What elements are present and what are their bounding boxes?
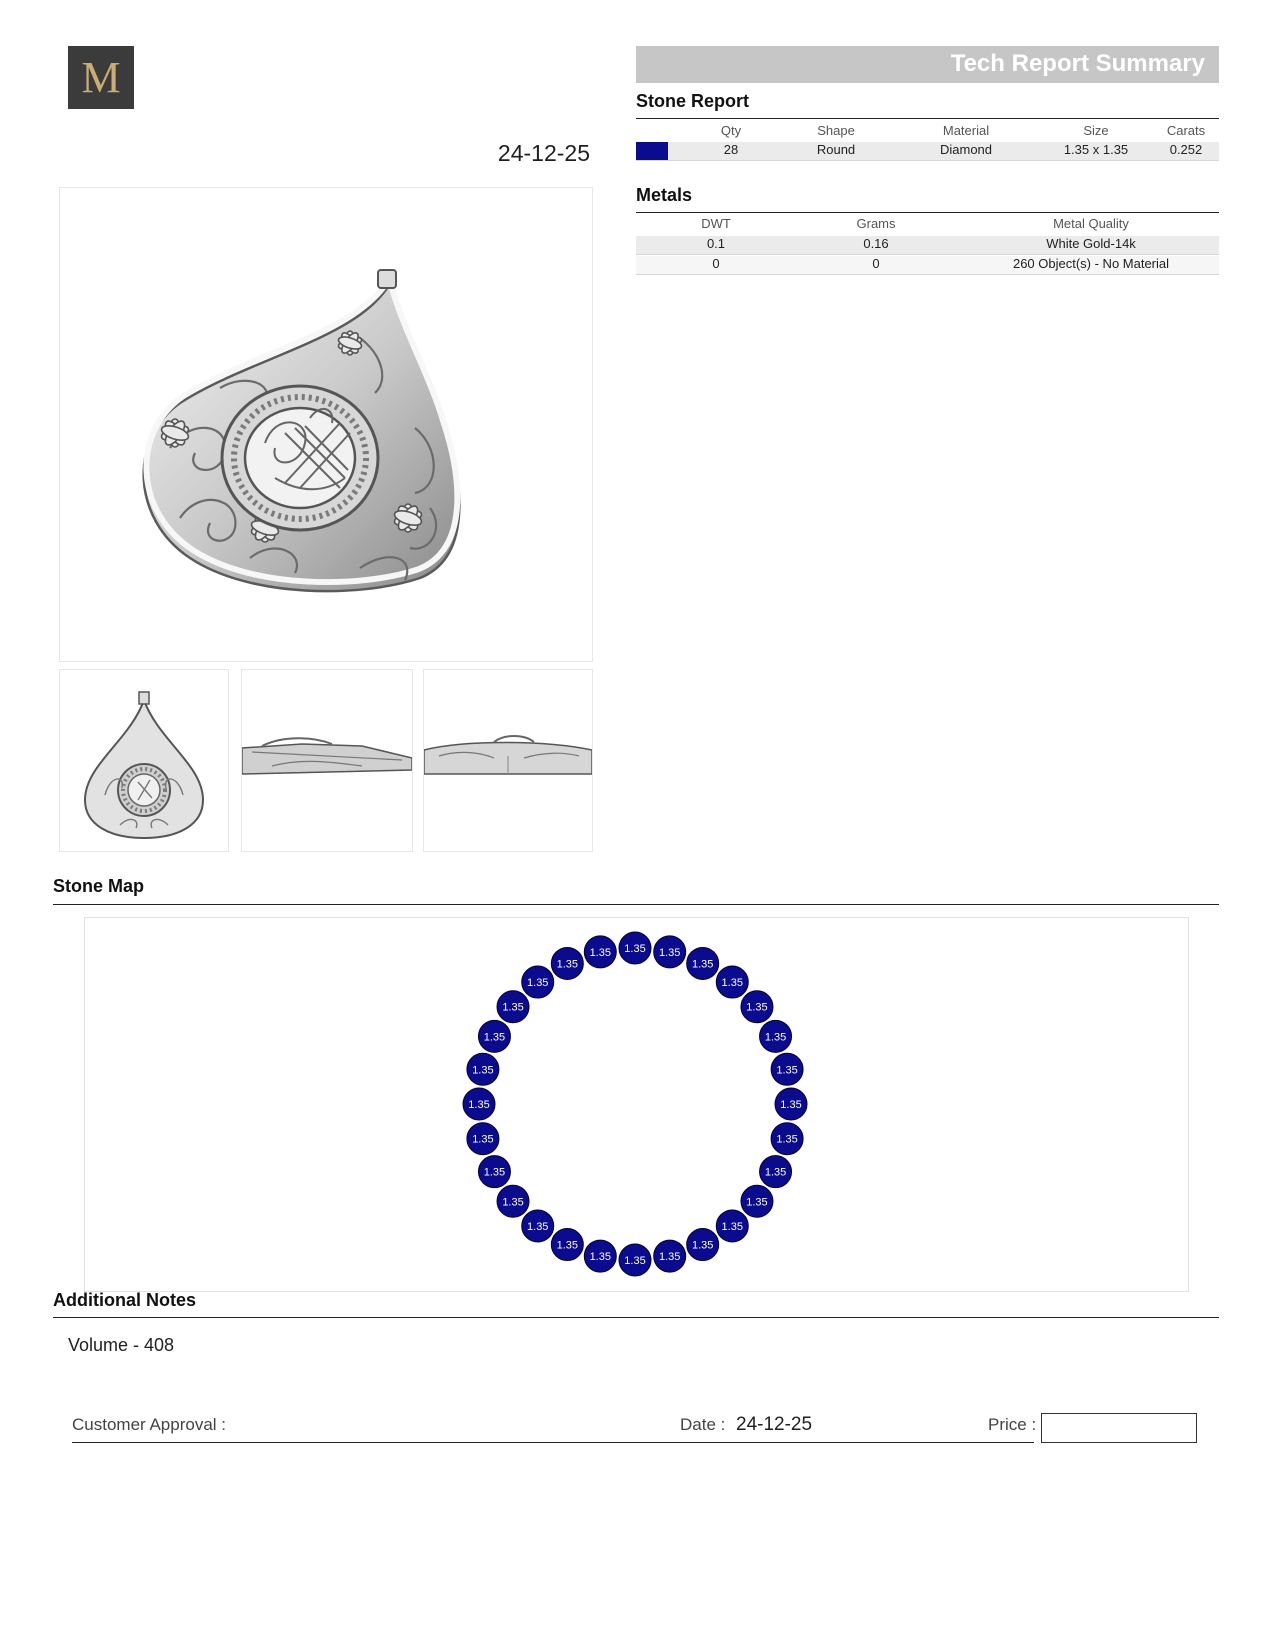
stone-size-label: 1.35: [624, 1255, 646, 1267]
stone-shape: Round: [816, 142, 856, 157]
metal-quality: White Gold-14k: [1046, 236, 1136, 251]
stone-size-label: 1.35: [502, 1196, 524, 1209]
stone-size-label: 1.35: [659, 946, 681, 959]
stone-size-label: 1.35: [502, 1001, 524, 1014]
stone-marker: [760, 1020, 792, 1052]
stone-marker: [551, 1229, 583, 1261]
col-size: Size: [1083, 123, 1109, 138]
stone-marker: [522, 1210, 554, 1242]
approval-date-label: Date :: [680, 1415, 726, 1434]
stone-marker: [584, 936, 616, 968]
stone-report-row: [636, 142, 1219, 161]
stone-size-label: 1.35: [527, 977, 549, 990]
notes-text: Volume - 408: [68, 1335, 175, 1355]
stone-marker: [619, 1244, 651, 1276]
pendant-top-render: [424, 670, 592, 851]
approval-signature-line: [72, 1442, 1034, 1443]
metals-row: [636, 236, 1219, 255]
thumbnail-front[interactable]: [59, 669, 229, 852]
metals-rule: [636, 212, 1219, 213]
stone-report-heading: Stone Report: [636, 91, 750, 111]
col-qty: Qty: [720, 123, 742, 138]
stone-marker: [716, 966, 748, 998]
stone-marker: [716, 1210, 748, 1242]
stone-marker: [741, 1185, 773, 1217]
stone-marker: [467, 1123, 499, 1155]
stone-size: 1.35 x 1.35: [1063, 142, 1129, 157]
stone-map-rule: [53, 904, 1219, 905]
col-dwt: DWT: [701, 216, 731, 231]
stone-size-label: 1.35: [527, 1220, 549, 1233]
stone-report-table: [636, 121, 1219, 161]
stone-size-label: 1.35: [589, 946, 611, 959]
stone-map-canvas: [84, 917, 1189, 1292]
col-grams: Grams: [856, 216, 896, 231]
title-bar: [636, 46, 1219, 83]
col-material: Material: [942, 123, 990, 138]
stone-marker: [741, 991, 773, 1023]
stone-size-label: 1.35: [776, 1064, 798, 1077]
stone-report-header-row: [636, 123, 1219, 141]
stone-marker: [654, 936, 686, 968]
stone-marker: [654, 1240, 686, 1272]
stone-size-label: 1.35: [483, 1031, 506, 1044]
col-shape: Shape: [817, 123, 855, 138]
metal-dwt: 0.1: [706, 236, 726, 251]
metals-row: [636, 256, 1219, 275]
stone-marker: [775, 1088, 807, 1120]
metal-grams: 0: [872, 256, 880, 271]
pendant-side-render: [242, 670, 412, 851]
notes-rule: [53, 1317, 1219, 1318]
metals-table: [636, 215, 1219, 275]
price-input[interactable]: [1041, 1413, 1197, 1443]
stone-size-label: 1.35: [746, 1196, 768, 1209]
stone-size-label: 1.35: [776, 1133, 798, 1146]
stone-report-rule: [636, 118, 1219, 119]
stone-qty: 28: [723, 142, 739, 157]
stone-size-label: 1.35: [483, 1166, 506, 1179]
stone-color-swatch: [636, 142, 668, 160]
stone-marker: [497, 991, 529, 1023]
stone-size-label: 1.35: [556, 1239, 579, 1252]
stone-marker: [771, 1123, 803, 1155]
stone-map-heading: Stone Map: [53, 876, 145, 896]
stone-marker: [478, 1156, 510, 1188]
customer-approval-label: Customer Approval :: [72, 1415, 227, 1434]
stone-size-label: 1.35: [721, 1220, 743, 1233]
col-carats: Carats: [1166, 123, 1206, 138]
metals-heading: Metals: [636, 185, 693, 205]
stone-marker: [619, 932, 651, 964]
stone-marker: [687, 1229, 719, 1261]
company-logo: [68, 46, 134, 109]
stone-size-label: 1.35: [589, 1251, 611, 1264]
metal-dwt: 0: [712, 256, 720, 271]
approval-date-value: 24-12-25: [736, 1414, 813, 1435]
stone-size-label: 1.35: [746, 1001, 768, 1014]
thumbnail-side[interactable]: [241, 669, 413, 852]
stone-marker: [497, 1185, 529, 1217]
stone-size-label: 1.35: [780, 1099, 802, 1111]
col-metal-quality: Metal Quality: [1053, 216, 1129, 231]
stone-size-label: 1.35: [472, 1064, 494, 1077]
stone-material: Diamond: [939, 142, 993, 157]
stone-size-label: 1.35: [659, 1251, 681, 1264]
stone-size-label: 1.35: [691, 1239, 714, 1252]
stone-size-label: 1.35: [764, 1166, 787, 1179]
stone-size-label: 1.35: [691, 958, 714, 971]
logo-letter: M: [81, 53, 121, 102]
stone-marker: [584, 1240, 616, 1272]
stone-size-label: 1.35: [721, 977, 743, 990]
stone-marker: [522, 966, 554, 998]
stone-map-svg: [85, 918, 1188, 1291]
stone-size-label: 1.35: [556, 958, 579, 971]
stone-marker: [771, 1053, 803, 1085]
stone-marker: [463, 1088, 495, 1120]
thumbnail-top[interactable]: [423, 669, 593, 852]
main-product-image: [59, 187, 593, 662]
stone-marker: [551, 947, 583, 979]
metal-quality: 260 Object(s) - No Material: [1012, 256, 1170, 271]
metal-grams: 0.16: [863, 236, 889, 251]
report-date: 24-12-25: [497, 140, 590, 166]
stone-marker: [760, 1156, 792, 1188]
stone-size-label: 1.35: [468, 1099, 490, 1111]
pendant-render: [60, 188, 592, 661]
stone-size-label: 1.35: [624, 943, 646, 955]
stone-marker: [687, 947, 719, 979]
report-title: Tech Report Summary: [950, 50, 1205, 77]
pendant-front-render: [60, 670, 228, 851]
metals-header-row: [636, 216, 1219, 234]
stone-size-label: 1.35: [764, 1031, 787, 1044]
stone-carats: 0.252: [1169, 142, 1203, 157]
notes-heading: Additional Notes: [53, 1290, 196, 1310]
stone-marker: [467, 1053, 499, 1085]
stone-size-label: 1.35: [472, 1133, 494, 1146]
price-label: Price :: [988, 1415, 1037, 1434]
stone-marker: [478, 1020, 510, 1052]
